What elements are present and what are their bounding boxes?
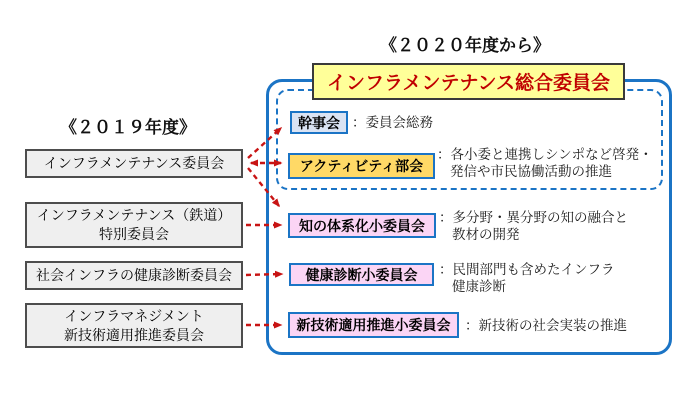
committee-label-line: インフラメンテナンス委員会 — [43, 155, 225, 171]
unit-activity-group: アクティビティ部会 — [288, 153, 435, 179]
desc-line: 教材の開発 — [452, 227, 520, 242]
committee-label-line: 社会インフラの健康診断委員会 — [36, 267, 232, 283]
desc-line: 発信や市民協働活動の推進 — [450, 164, 612, 179]
unit-knowledge-subcommittee: 知の体系化小委員会 — [288, 213, 436, 238]
unit-new-technology-subcommittee-desc — [465, 317, 627, 334]
unit-health-check-subcommittee: 健康診断小委員会 — [289, 263, 434, 286]
committee-2019-maintenance — [25, 149, 243, 178]
desc-line: 健康診断 — [452, 279, 506, 294]
heading-2020: 《２０２０年度から》 — [380, 36, 550, 55]
committee-label-line: インフラマネジメント — [64, 307, 204, 324]
desc-line: ：民間部門も含めたインフラ — [439, 262, 615, 277]
unit-health-check-subcommittee-desc — [439, 261, 615, 295]
general-committee-title: インフラメンテナンス総合委員会 — [312, 63, 625, 100]
unit-steering-committee: 幹事会 — [290, 111, 348, 134]
desc-line: ：多分野・異分野の知の融合と — [439, 210, 628, 225]
committee-2019-railway-special — [25, 202, 243, 248]
committee-2019-new-tech — [25, 303, 243, 348]
unit-knowledge-subcommittee-desc — [439, 209, 628, 243]
committee-label-line: 特別委員会 — [99, 226, 169, 242]
desc-line: ：各小委と連携しシンポなど啓発・ — [437, 147, 653, 162]
unit-steering-committee-desc — [352, 114, 433, 131]
desc-line: ：新技術の社会実装の推進 — [465, 318, 627, 333]
desc-line: ：委員会総務 — [352, 115, 433, 130]
committee-label-line: 新技術適用推進委員会 — [64, 326, 204, 343]
committee-label-line: インフラメンテナンス（鉄道） — [36, 207, 232, 223]
unit-activity-group-desc — [437, 146, 653, 180]
unit-new-technology-subcommittee: 新技術適用推進小委員会 — [288, 312, 459, 338]
heading-2019: 《２０１９年度》 — [60, 118, 196, 137]
committee-2019-health-check — [25, 261, 243, 290]
